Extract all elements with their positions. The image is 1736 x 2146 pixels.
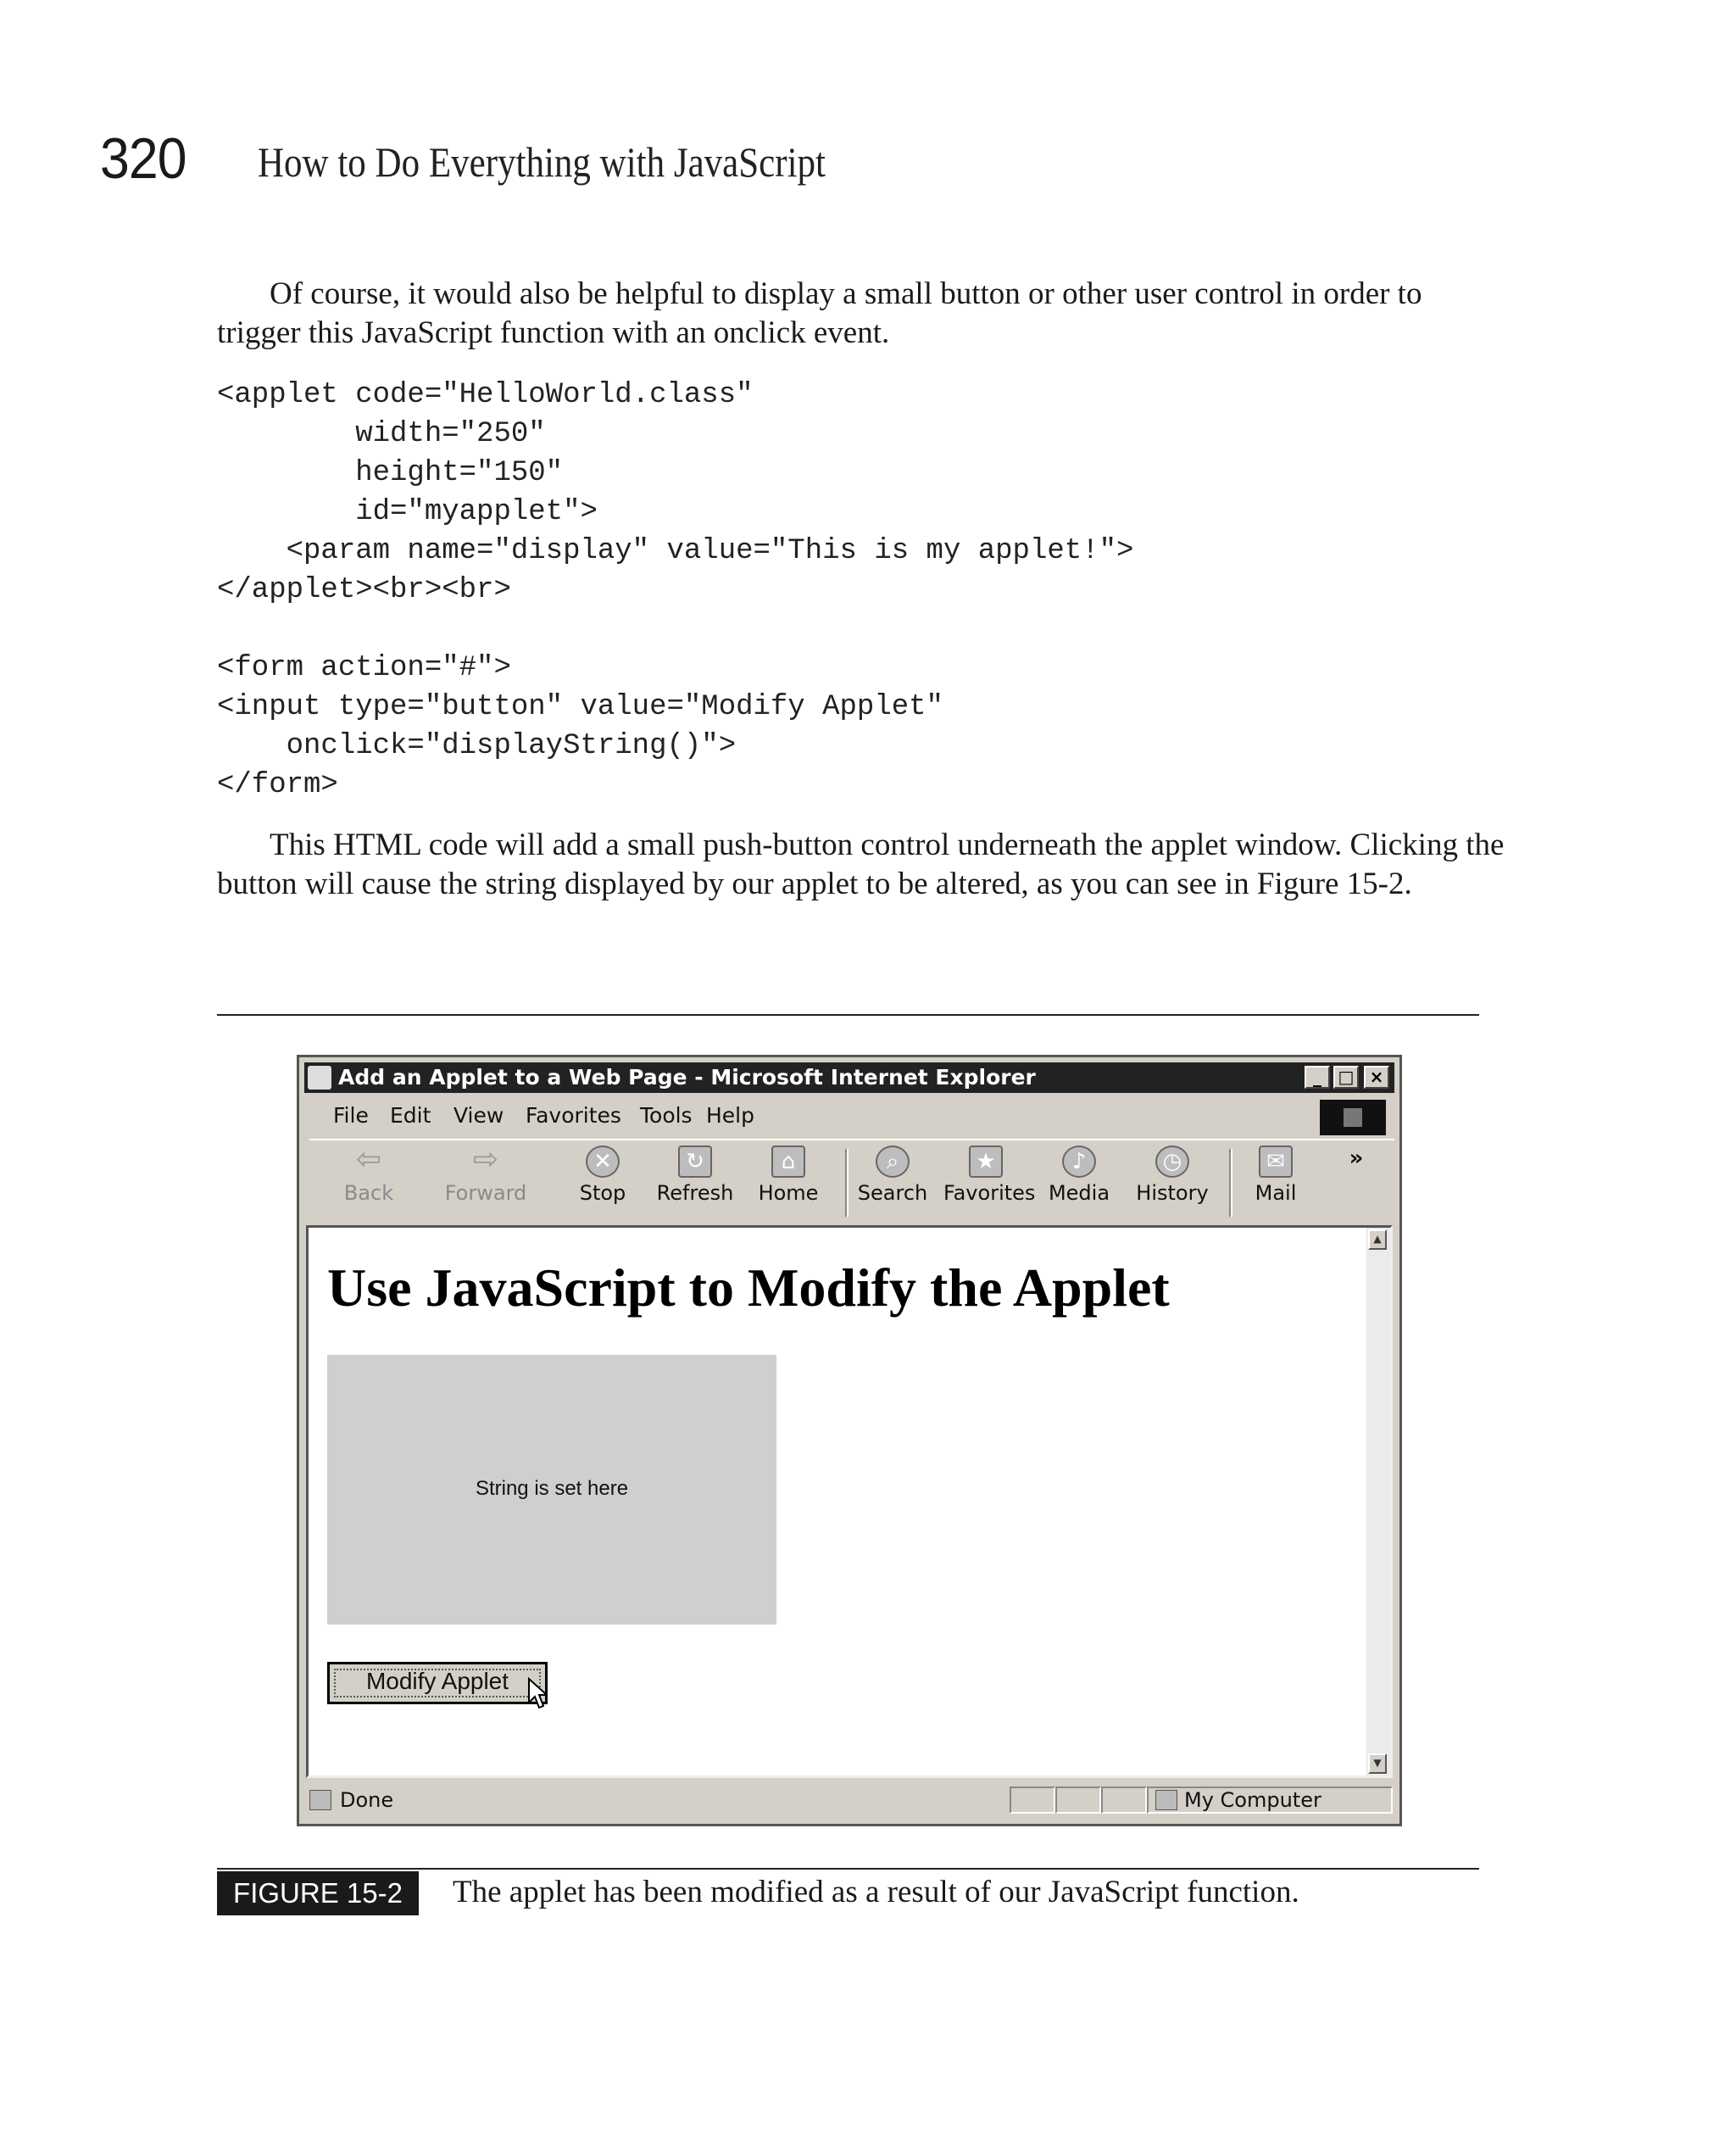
applet-area xyxy=(327,1355,776,1625)
history-button[interactable] xyxy=(1130,1145,1215,1205)
search-label: Search xyxy=(857,1181,928,1205)
menu-view[interactable]: View xyxy=(453,1103,504,1128)
favorites-label: Favorites xyxy=(943,1181,1036,1205)
home-label: Home xyxy=(758,1181,819,1205)
body-paragraph-2 xyxy=(217,826,1505,904)
back-label: Back xyxy=(343,1181,394,1205)
menu-edit[interactable]: Edit xyxy=(390,1103,431,1128)
vertical-scrollbar[interactable] xyxy=(1366,1228,1390,1775)
browser-window xyxy=(297,1055,1402,1826)
code-listing: <applet code="HelloWorld.class" width="250" height="150" id="myapplet"> <param name="display" value="This is my applet!"> </applet><br><br> <form action="#"> <input type="button" value="Modify Applet" onclick="displayString()"> </form> xyxy=(217,379,1134,801)
menu-favorites[interactable]: Favorites xyxy=(526,1103,621,1128)
forward-arrow-icon: ⇨ xyxy=(472,1142,499,1177)
favorites-folder-icon: ★ xyxy=(969,1145,1003,1178)
favorites-button[interactable] xyxy=(943,1145,1036,1205)
body-paragraph-1-text: Of course, it would also be helpful to display a small button or other user control in order to trigger this JavaScript function with an onclick event. xyxy=(217,276,1422,350)
mail-icon: ✉ xyxy=(1259,1145,1293,1178)
toolbar-overflow-button[interactable]: » xyxy=(1349,1145,1364,1171)
body-paragraph-1 xyxy=(217,275,1505,353)
window-title: Add an Applet to a Web Page - Microsoft Internet Explorer xyxy=(338,1065,1036,1090)
title-bar xyxy=(304,1062,1394,1093)
minimize-button[interactable]: _ xyxy=(1305,1066,1330,1089)
menu-tools[interactable]: Tools xyxy=(640,1103,693,1128)
refresh-label: Refresh xyxy=(656,1181,734,1205)
page-viewport xyxy=(306,1225,1393,1778)
media-button[interactable] xyxy=(1037,1145,1121,1205)
windows-flag-icon xyxy=(1344,1108,1362,1127)
status-panel xyxy=(1101,1786,1147,1814)
history-label: History xyxy=(1136,1181,1209,1205)
search-icon: ⌕ xyxy=(876,1145,910,1178)
scroll-up-button[interactable]: ▲ xyxy=(1368,1229,1387,1250)
menu-bar xyxy=(309,1098,1394,1134)
page-done-icon xyxy=(309,1790,331,1810)
refresh-icon: ↻ xyxy=(678,1145,712,1178)
forward-label: Forward xyxy=(444,1181,527,1205)
status-panel xyxy=(1010,1786,1055,1814)
computer-icon xyxy=(1155,1790,1177,1810)
toolbar xyxy=(309,1139,1394,1222)
windows-logo-icon xyxy=(1320,1100,1386,1135)
back-button[interactable] xyxy=(326,1142,411,1205)
figure-bottom-rule xyxy=(217,1868,1479,1870)
body-paragraph-2-text: This HTML code will add a small push-button control underneath the applet window. Clicking the button will cause the string displayed by our applet to be altered, as you can see in Figure 15-2. xyxy=(217,828,1505,901)
history-icon: ◷ xyxy=(1155,1145,1189,1178)
ie-icon xyxy=(308,1066,331,1090)
page-heading: Use JavaScript to Modify the Applet xyxy=(327,1257,1170,1318)
applet-string: String is set here xyxy=(475,1477,629,1500)
status-zone: My Computer xyxy=(1184,1788,1321,1812)
home-icon: ⌂ xyxy=(771,1145,805,1178)
media-icon: ♪ xyxy=(1062,1145,1096,1178)
toolbar-separator xyxy=(1229,1149,1232,1217)
stop-button[interactable] xyxy=(560,1145,645,1205)
search-button[interactable] xyxy=(850,1145,935,1205)
maximize-button[interactable]: □ xyxy=(1333,1066,1359,1089)
home-button[interactable] xyxy=(746,1145,831,1205)
toolbar-separator xyxy=(845,1149,849,1217)
status-panel xyxy=(1055,1786,1101,1814)
running-head: How to Do Everything with JavaScript xyxy=(258,138,826,186)
menu-file[interactable]: File xyxy=(333,1103,369,1128)
mouse-cursor-icon xyxy=(527,1677,548,1711)
scroll-down-button[interactable]: ▼ xyxy=(1368,1753,1387,1774)
modify-applet-button[interactable]: Modify Applet xyxy=(327,1662,548,1704)
refresh-button[interactable] xyxy=(653,1145,737,1205)
figure-caption: The applet has been modified as a result of our JavaScript function. xyxy=(453,1875,1299,1909)
mail-label: Mail xyxy=(1255,1181,1297,1205)
status-bar xyxy=(306,1783,1393,1817)
close-button[interactable]: × xyxy=(1364,1066,1389,1089)
mail-button[interactable] xyxy=(1233,1145,1318,1205)
menu-help[interactable]: Help xyxy=(706,1103,754,1128)
stop-label: Stop xyxy=(579,1181,626,1205)
page-number: 320 xyxy=(100,126,186,191)
figure-top-rule xyxy=(217,1014,1479,1016)
back-arrow-icon: ⇦ xyxy=(355,1142,382,1177)
stop-icon: ✕ xyxy=(586,1145,620,1178)
forward-button[interactable] xyxy=(443,1142,528,1205)
status-text: Done xyxy=(340,1788,394,1812)
media-label: Media xyxy=(1048,1181,1110,1205)
figure-label: FIGURE 15-2 xyxy=(217,1871,419,1915)
